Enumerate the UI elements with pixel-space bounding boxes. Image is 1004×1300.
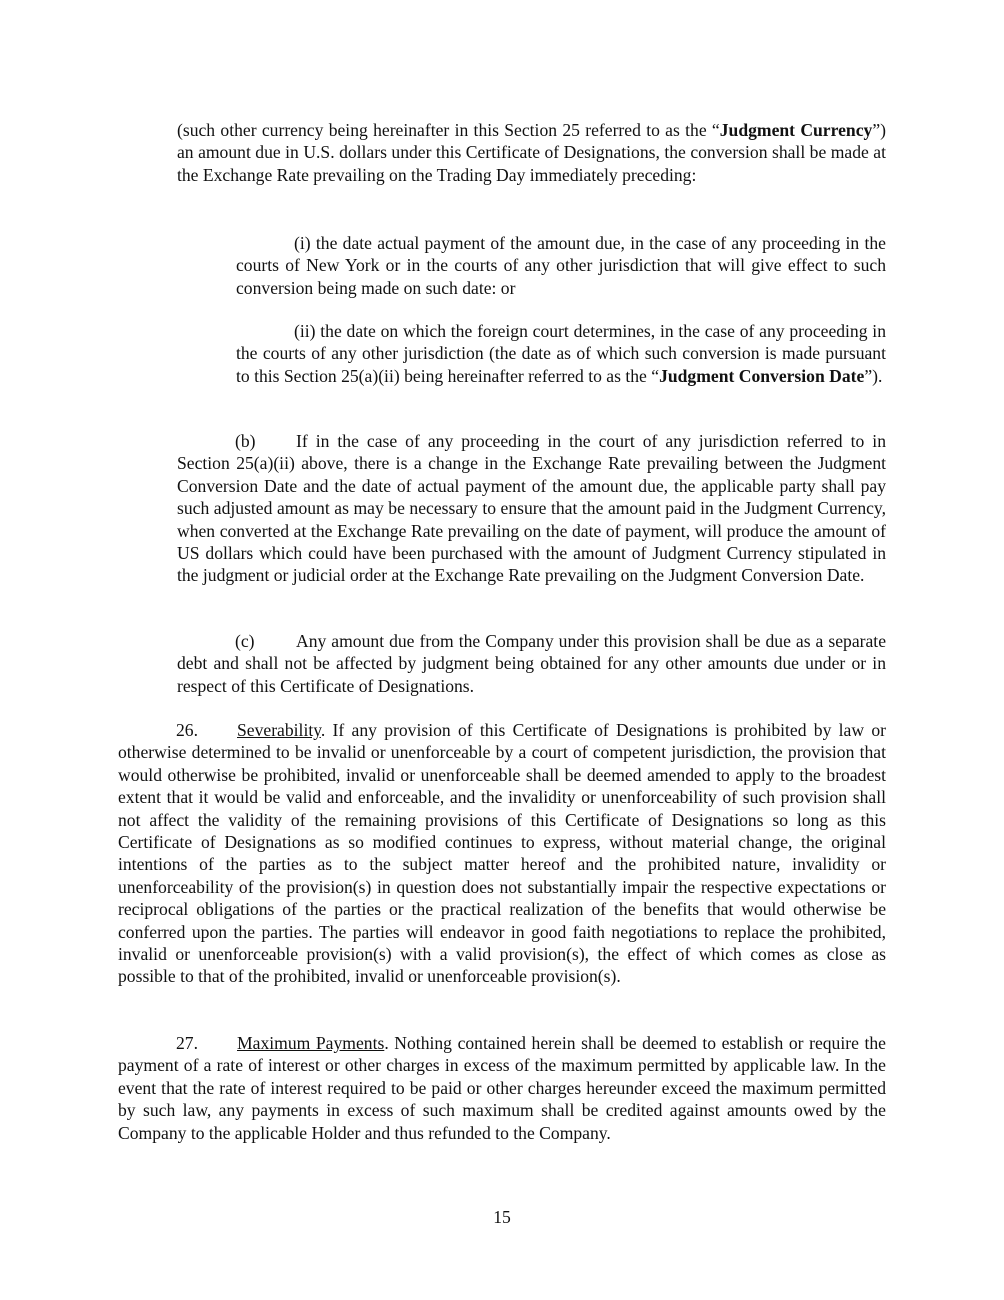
paragraph-judgment-currency <box>177 119 886 186</box>
paragraph-text: ”). <box>864 365 883 386</box>
clause-number: (c) <box>235 631 255 651</box>
clause-number: (b) <box>235 431 256 451</box>
defined-term-judgment-currency: Judgment Currency <box>719 120 873 140</box>
clause-ii <box>236 320 886 387</box>
paragraph-text: . Nothing contained herein shall be deemed to establish or require the payment of a rate of interest or other charges in excess of the maximum permitted by applicable law. In the event that the rate of interest required to be paid or other charges hereunder exceed the maximum permitted by such law, any payments in excess of such maximum shall be credited against amounts owed by the Company to the applicable Holder and thus refunded to the Company. <box>118 1033 886 1143</box>
page-number: 15 <box>493 1207 511 1227</box>
paragraph-text: . If any provision of this Certificate of Designations is prohibited by law or otherwise determined to be invalid or unenforceable by a court of competent jurisdiction, the provision that would otherwise be prohibited, invalid or unenforceable shall be deemed amended to apply to the broadest extent that it would be valid and enforceable, and the invalidity or unenforceability of such provision shall not affect the validity of the remaining provisions of this Certificate of Designations so long as this Certificate of Designations as so modified continues to express, without material change, the original intentions of the parties as to the subject matter hereof and the prohibited nature, invalidity or unenforceability of the provision(s) in question does not substantially impair the respective expectations or reciprocal obligations of the parties or the practical realization of the benefits that would otherwise be conferred upon the parties. The parties will endeavor in good faith negotiations to replace the prohibited, invalid or unenforceable provision(s) with a valid provision(s), the effect of which comes as close as possible to that of the prohibited, invalid or unenforceable provision(s). <box>118 720 886 987</box>
section-number: 26. <box>176 720 198 740</box>
paragraph-text: (such other currency being hereinafter in this Section 25 referred to as the “ <box>177 120 720 140</box>
paragraph-text: (ii) the date on which the foreign court determines, in the case of any proceeding in the courts of any other jurisdiction (the date as of which such conversion is made pursuant to this Section 25(a)(ii) being hereinafter referred to as the “ <box>236 321 886 386</box>
defined-term-judgment-conversion-date: Judgment Conversion Date <box>659 365 865 386</box>
section-number: 27. <box>176 1033 198 1053</box>
clause-i: (i) the date actual payment of the amount due, in the case of any proceeding in the courts of New York or in the courts of any other jurisdiction that will give effect to such conversion being made on such date: or <box>236 233 886 298</box>
section-heading: Severability <box>237 720 321 740</box>
clause-c <box>177 630 886 697</box>
paragraph-text: Any amount due from the Company under this provision shall be due as a separate debt and shall not be affected by judgment being obtained for any other amounts due under or in respect of this Certificate of Designations. <box>177 631 886 696</box>
section-27-maximum-payments <box>118 1032 886 1144</box>
paragraph-text: ”) an amount due in U.S. dollars under this Certificate of Designations, the conversion shall be made at the Exchange Rate prevailing on the Trading Day immediately preceding: <box>177 120 886 185</box>
clause-b <box>177 430 886 587</box>
paragraph-text: If in the case of any proceeding in the court of any jurisdiction referred to in Section 25(a)(ii) above, there is a change in the Exchange Rate prevailing between the Judgment Conversion Date and the date of actual payment of the amount due, the applicable party shall pay such adjusted amount as may be necessary to ensure that the amount paid in the Judgment Currency, when converted at the Exchange Rate prevailing on the date of payment, will produce the amount of US dollars which could have been purchased with the amount of Judgment Currency stipulated in the judgment or judicial order at the Exchange Rate prevailing on the Judgment Conversion Date. <box>177 431 886 586</box>
section-26-severability <box>118 719 886 988</box>
section-heading: Maximum Payments <box>237 1033 385 1053</box>
